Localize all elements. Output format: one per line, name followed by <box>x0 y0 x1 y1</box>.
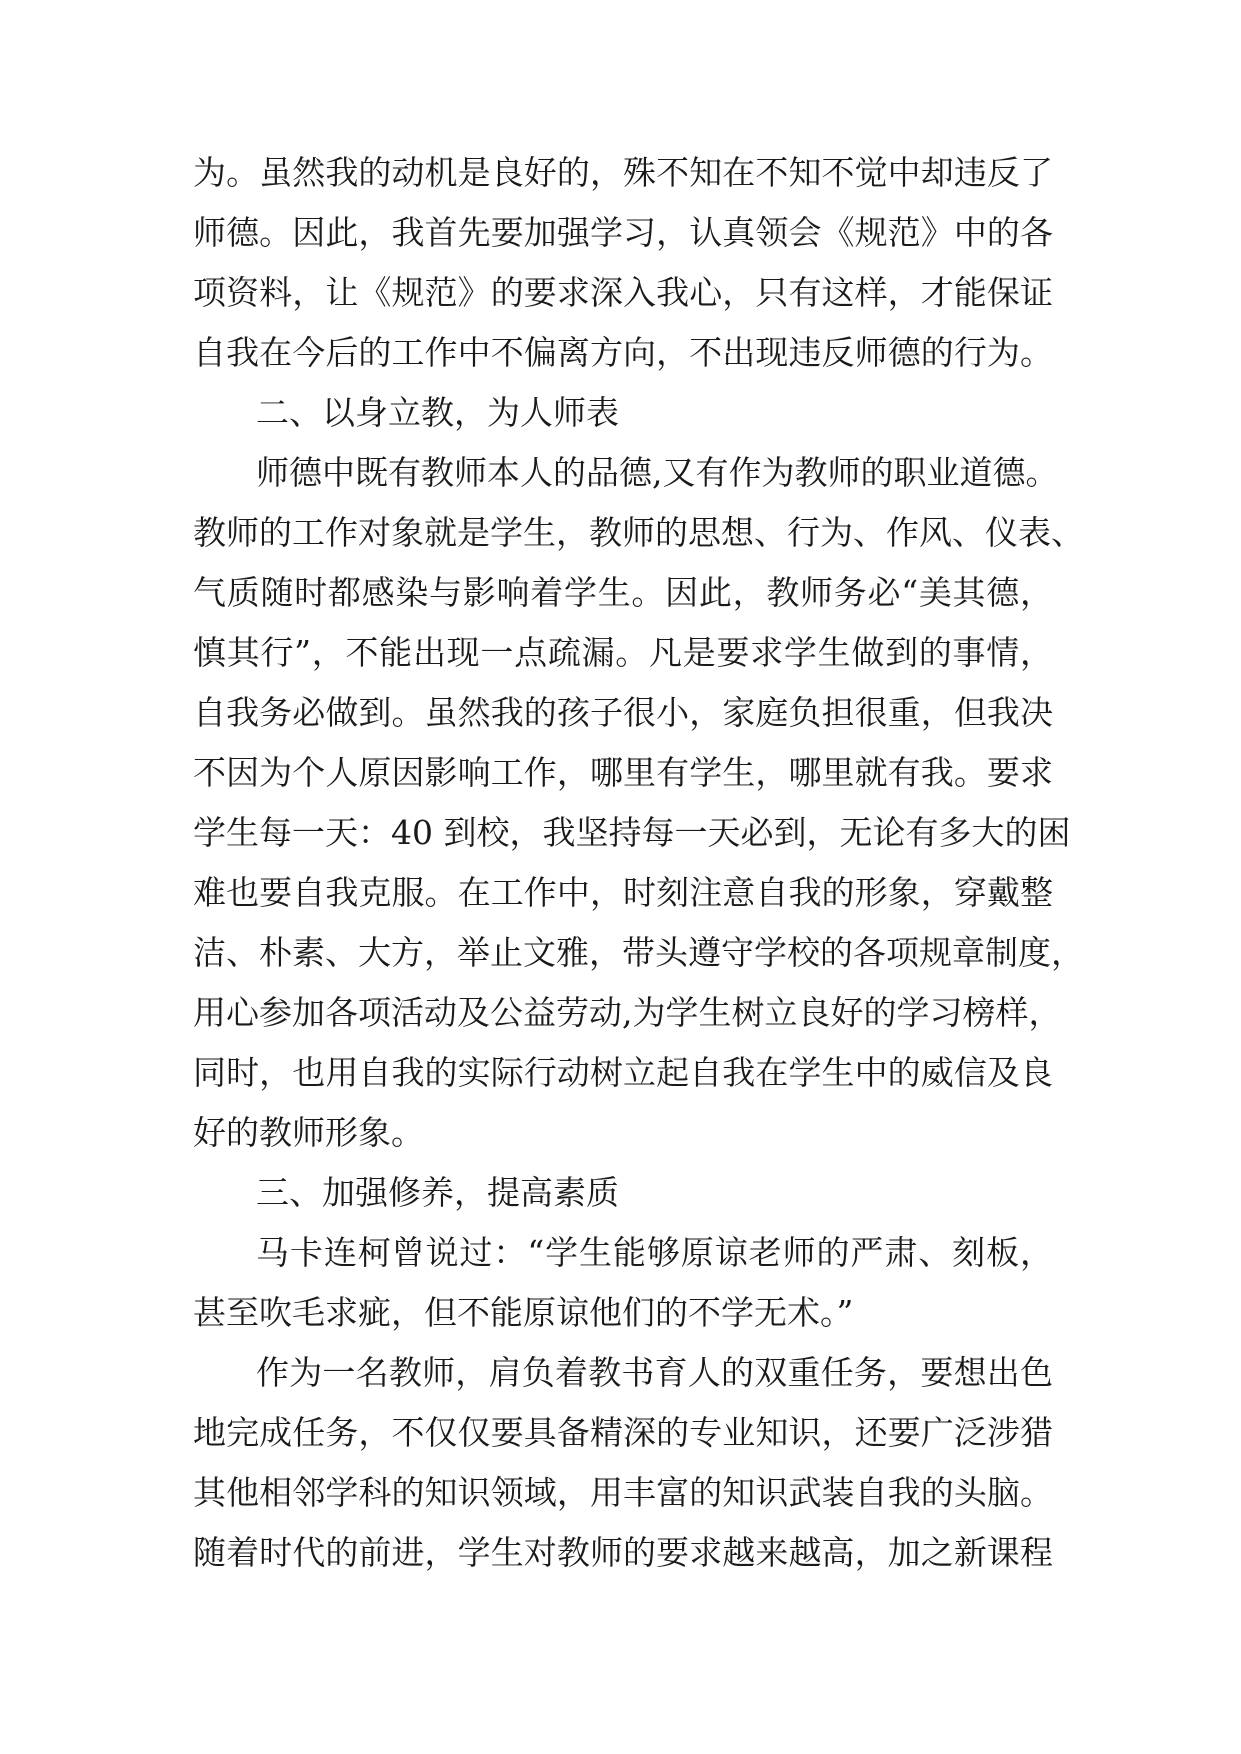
section-heading: 三、加强修养，提高素质 <box>256 1173 619 1212</box>
paragraph-line: 甚至吹毛求疵，但不能原谅他们的不学无术。” <box>193 1293 854 1332</box>
paragraph-line: 项资料，让《规范》的要求深入我心，只有这样，才能保证 <box>193 273 1053 312</box>
paragraph-line: 不因为个人原因影响工作，哪里有学生，哪里就有我。要求 <box>193 753 1053 792</box>
paragraph-line: 慎其行”，不能出现一点疏漏。凡是要求学生做到的事情， <box>193 633 1053 672</box>
paragraph-line: 其他相邻学科的知识领域，用丰富的知识武装自我的头脑。 <box>193 1473 1053 1512</box>
paragraph-line: 难也要自我克服。在工作中，时刻注意自我的形象，穿戴整 <box>193 873 1053 912</box>
paragraph-line: 用心参加各项活动及公益劳动,为学生树立良好的学习榜样， <box>193 993 1062 1032</box>
paragraph-line: 好的教师形象。 <box>193 1113 424 1152</box>
paragraph-line: 马卡连柯曾说过：“学生能够原谅老师的严肃、刻板， <box>256 1233 1053 1272</box>
paragraph-line: 学生每一天：40 到校，我坚持每一天必到，无论有多大的困 <box>193 813 1071 852</box>
paragraph-line: 同时，也用自我的实际行动树立起自我在学生中的威信及良 <box>193 1053 1053 1092</box>
section-heading: 二、以身立教，为人师表 <box>256 393 619 432</box>
paragraph-line: 自我务必做到。虽然我的孩子很小，家庭负担很重，但我决 <box>193 693 1053 732</box>
paragraph-line: 教师的工作对象就是学生，教师的思想、行为、作风、仪表、 <box>193 513 1084 552</box>
paragraph-line: 师德。因此，我首先要加强学习，认真领会《规范》中的各 <box>193 213 1053 252</box>
paragraph-line: 师德中既有教师本人的品德,又有作为教师的职业道德。 <box>256 453 1059 492</box>
paragraph-line: 为。虽然我的动机是良好的，殊不知在不知不觉中却违反了 <box>193 153 1053 192</box>
paragraph-line: 气质随时都感染与影响着学生。因此，教师务必“美其德， <box>193 573 1053 612</box>
paragraph-line: 地完成任务，不仅仅要具备精深的专业知识，还要广泛涉猎 <box>193 1413 1053 1452</box>
paragraph-line: 洁、朴素、大方，举止文雅，带头遵守学校的各项规章制度， <box>193 933 1084 972</box>
paragraph-line: 自我在今后的工作中不偏离方向，不出现违反师德的行为。 <box>193 333 1053 372</box>
paragraph-line: 随着时代的前进，学生对教师的要求越来越高，加之新课程 <box>193 1533 1053 1572</box>
paragraph-line: 作为一名教师，肩负着教书育人的双重任务，要想出色 <box>256 1353 1053 1392</box>
